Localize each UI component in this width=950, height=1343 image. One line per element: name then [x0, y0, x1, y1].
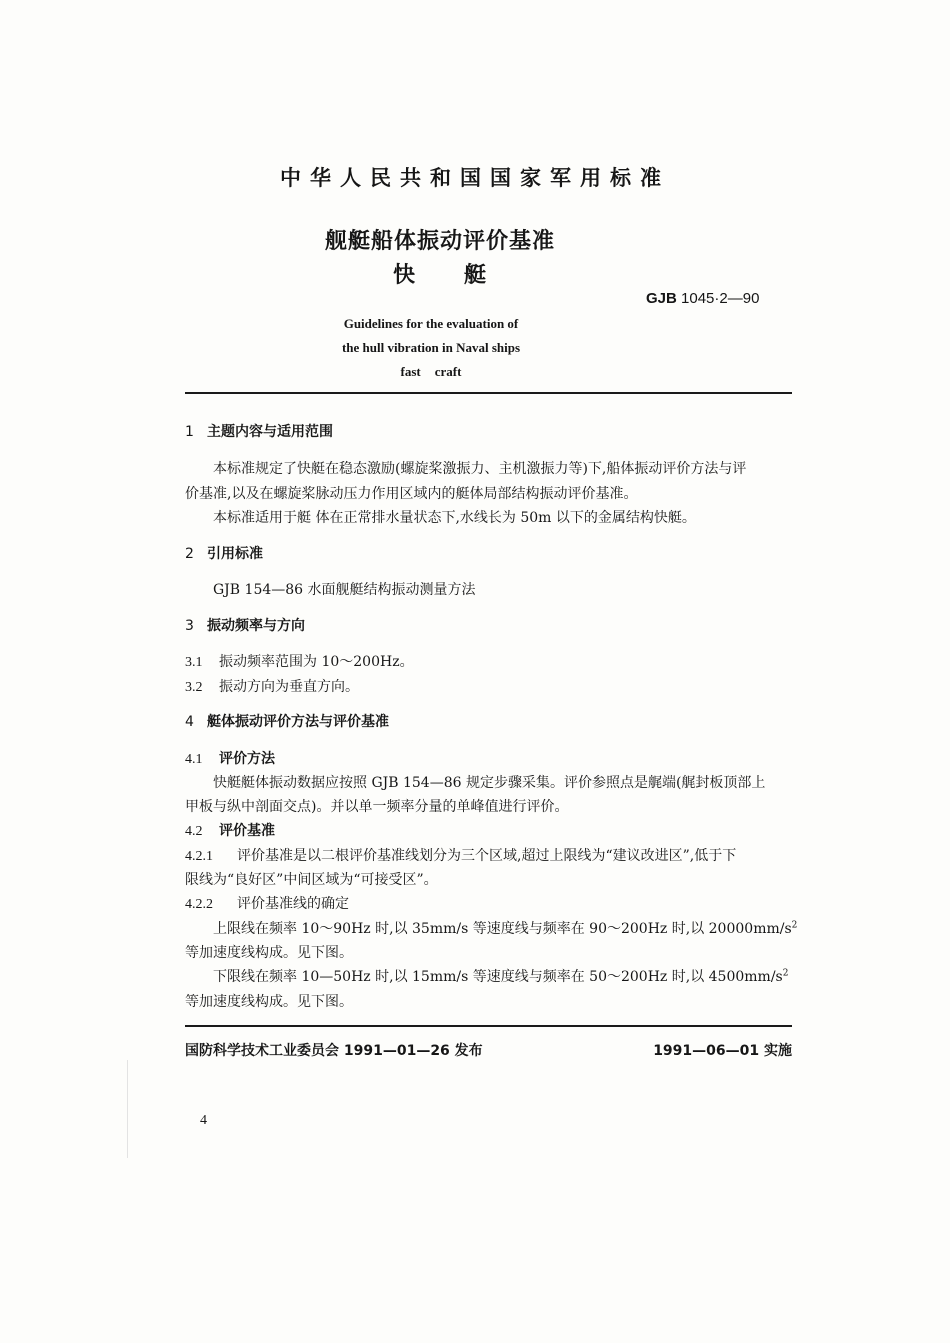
section-number: 1 — [185, 424, 194, 440]
clause-number: 3.1 — [185, 655, 203, 670]
section-title: 艇体振动评价方法与评价基准 — [207, 714, 389, 730]
english-word-fast: fast — [400, 364, 421, 379]
national-standard-heading: 中华人民共和国国家军用标准 — [280, 166, 670, 190]
section-3-heading — [185, 615, 305, 635]
document-title: 舰艇船体振动评价基准 — [324, 229, 555, 254]
clause-number: 4.2 — [185, 824, 203, 839]
superscript: 2 — [791, 920, 798, 931]
upper-limit-line — [213, 918, 797, 938]
footer-divider — [185, 1025, 792, 1027]
clause-3-1 — [185, 651, 414, 671]
paragraph: 甲板与纵中剖面交点)。并以单一频率分量的单峰值进行评价。 — [185, 799, 569, 815]
section-title: 主题内容与适用范围 — [207, 424, 333, 440]
clause-number: 4.2.2 — [185, 897, 213, 912]
clause-text: 评价基准是以二根评价基准线划分为三个区域,超过上限线为“建议改进区”,低于下 — [237, 848, 737, 864]
clause-4-2-1 — [185, 845, 736, 865]
section-1-heading — [185, 421, 333, 441]
section-title: 引用标准 — [207, 546, 263, 562]
paragraph: 本标准规定了快艇在稳态激励(螺旋桨激振力、主机激振力等)下,船体振动评价方法与评 — [213, 461, 747, 477]
english-title-line-2: the hull vibration in Naval ships — [341, 340, 521, 355]
clause-4-1-heading — [185, 748, 275, 768]
english-title-line-3 — [0, 364, 862, 380]
english-word-craft: craft — [434, 364, 462, 379]
paragraph: 限线为“良好区”中间区域为“可接受区”。 — [185, 872, 438, 888]
upper-limit-text: 上限线在频率 10～90Hz 时,以 35mm/s 等速度线与频率在 90～200Hz 时,以 20000mm/s — [213, 921, 792, 937]
clause-number: 3.2 — [185, 680, 203, 695]
clause-title: 评价基准 — [219, 823, 275, 839]
clause-number: 4.2.1 — [185, 849, 213, 864]
section-number: 4 — [185, 714, 194, 730]
clause-4-2-2 — [185, 893, 349, 913]
subtitle-part-b: 艇 — [464, 263, 488, 288]
superscript: 2 — [782, 968, 789, 979]
page-number: 4 — [200, 1113, 207, 1128]
clause-text: 振动频率范围为 10～200Hz。 — [219, 654, 414, 670]
clause-title: 评价方法 — [219, 751, 275, 767]
clause-text: 振动方向为垂直方向。 — [219, 679, 359, 695]
section-2-heading — [185, 543, 263, 563]
effective-date: 1991—06—01 实施 — [653, 1043, 792, 1059]
section-number: 3 — [185, 618, 194, 634]
scan-artifact — [127, 1060, 128, 1158]
paragraph: 等加速度线构成。见下图。 — [185, 994, 353, 1010]
code-number: 1045·2—90 — [681, 290, 760, 307]
paragraph: 快艇艇体振动数据应按照 GJB 154—86 规定步骤采集。评价参照点是艉端(艉封板顶部上 — [213, 775, 766, 791]
clause-3-2 — [185, 676, 359, 696]
clause-4-2-heading — [185, 820, 275, 840]
issue-date: 国防科学技术工业委员会 1991—01—26 发布 — [185, 1043, 483, 1059]
lower-limit-line — [213, 966, 788, 986]
subtitle-part-a: 快 — [392, 263, 416, 288]
paragraph: 本标准适用于艇 体在正常排水量状态下,水线长为 50m 以下的金属结构快艇。 — [213, 510, 696, 526]
section-title: 振动频率与方向 — [207, 618, 305, 634]
document-subtitle — [0, 258, 880, 289]
paragraph: 等加速度线构成。见下图。 — [185, 945, 353, 961]
paragraph: 价基准,以及在螺旋桨脉动压力作用区域内的艇体局部结构振动评价基准。 — [185, 486, 638, 502]
lower-limit-text: 下限线在频率 10—50Hz 时,以 15mm/s 等速度线与频率在 50～200Hz 时,以 4500mm/s — [213, 969, 783, 985]
section-4-heading — [185, 711, 389, 731]
header-divider — [185, 392, 792, 394]
english-title-line-1: Guidelines for the evaluation of — [343, 316, 519, 331]
reference-standard: GJB 154—86 水面舰艇结构振动测量方法 — [213, 582, 476, 598]
clause-text: 评价基准线的确定 — [237, 896, 349, 912]
standard-code — [646, 290, 759, 307]
code-prefix: GJB — [646, 290, 677, 307]
section-number: 2 — [185, 546, 194, 562]
clause-number: 4.1 — [185, 752, 203, 767]
